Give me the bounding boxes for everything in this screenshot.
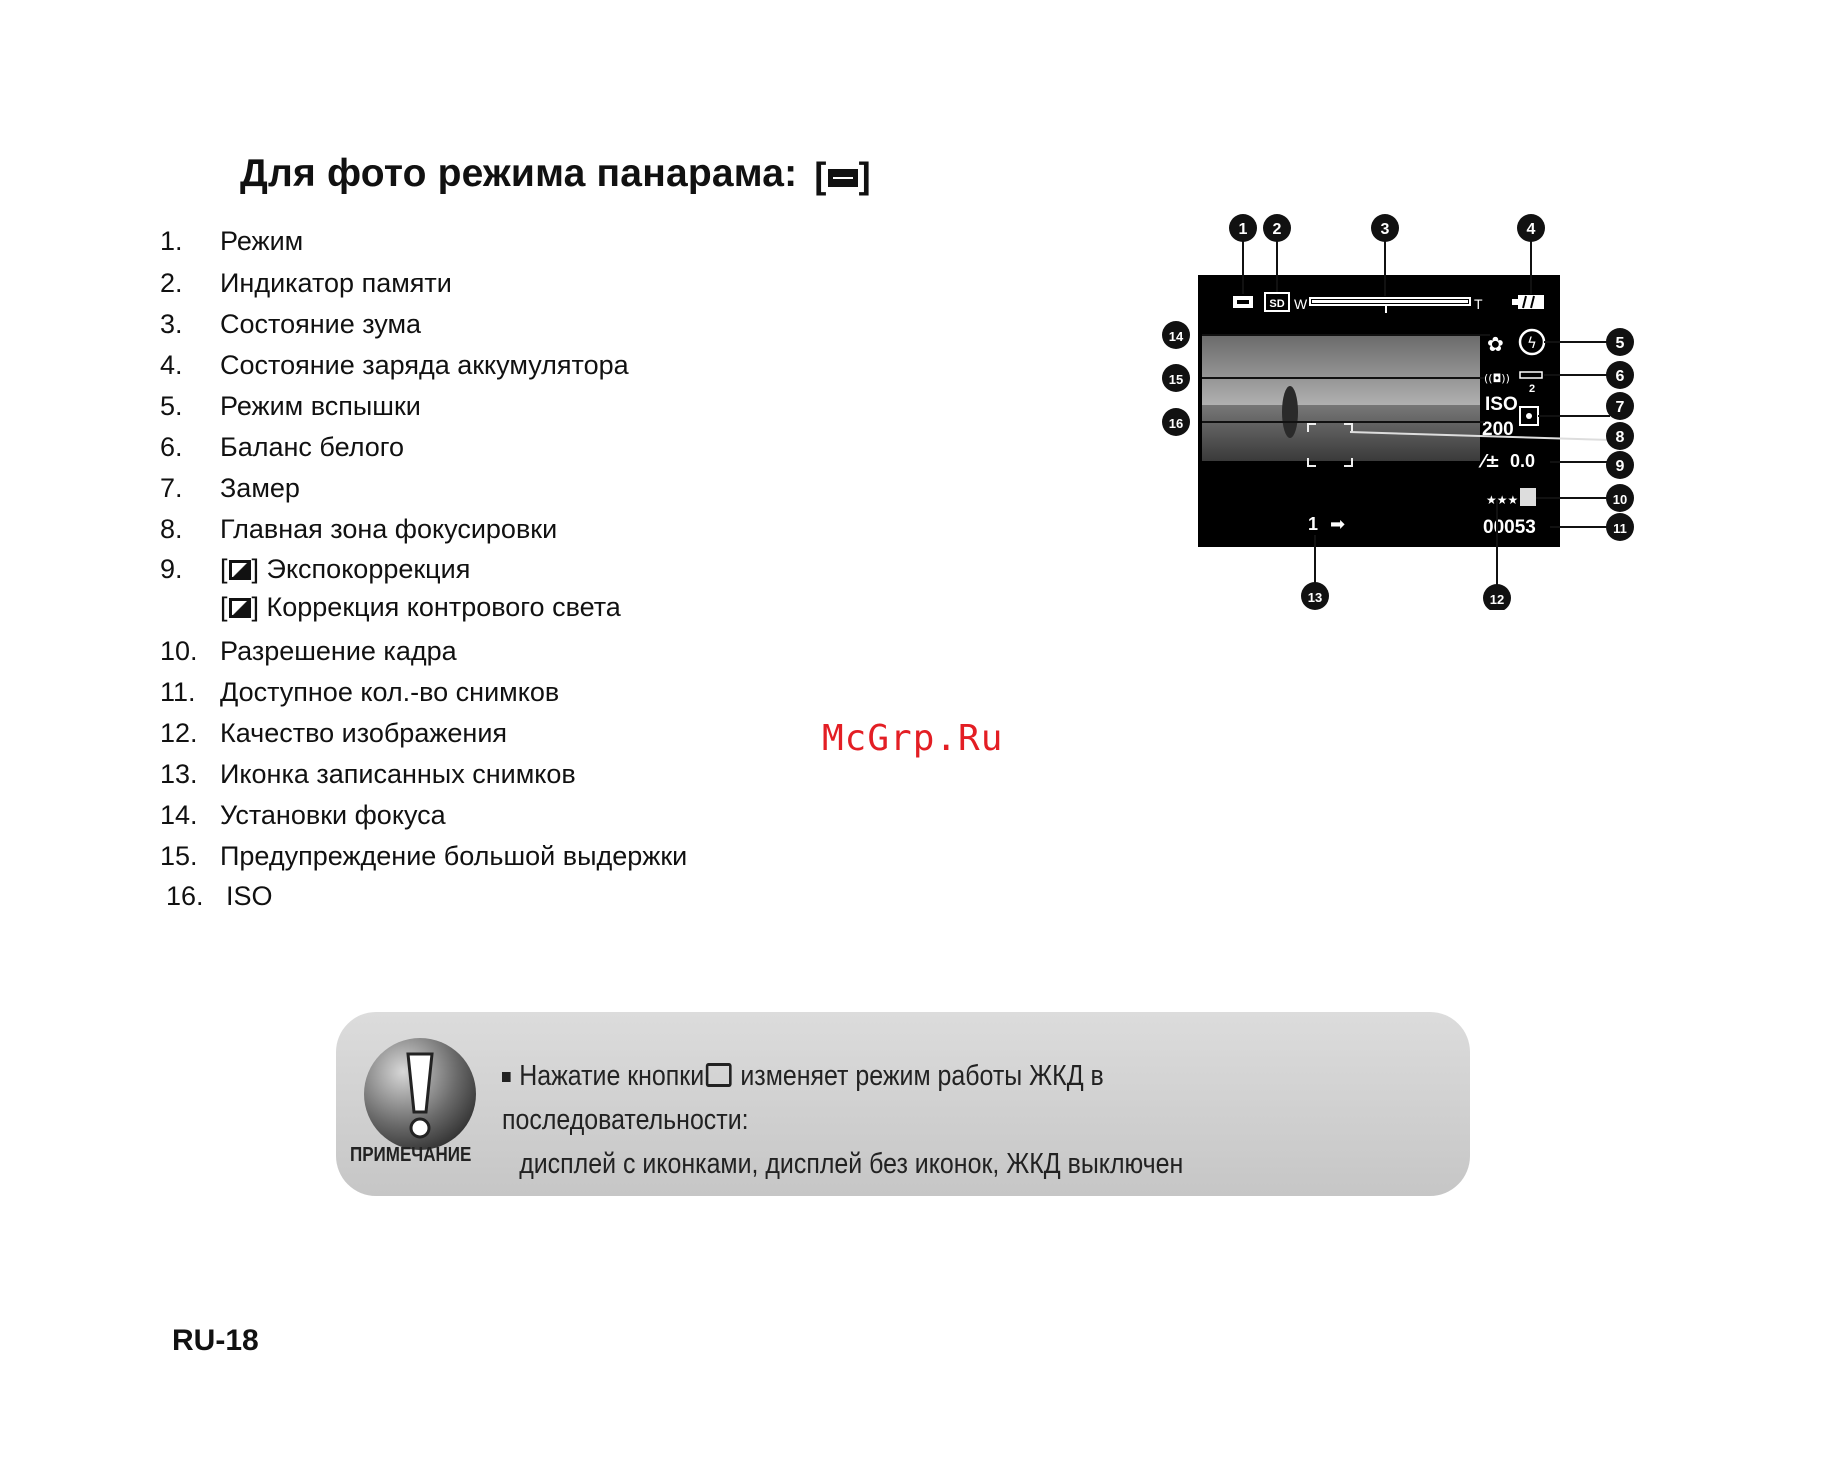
svg-text:11: 11 <box>1613 521 1627 536</box>
panorama-mode-icon: [ ] <box>814 154 871 196</box>
svg-text:8: 8 <box>1615 429 1625 446</box>
note-box <box>336 1012 1470 1196</box>
lcd-diagram <box>1140 210 1640 610</box>
svg-text:2: 2 <box>1272 221 1282 238</box>
svg-text:16: 16 <box>1168 416 1184 431</box>
svg-text:13: 13 <box>1307 590 1323 605</box>
svg-text:12: 12 <box>1489 592 1505 607</box>
warning-exclamation-icon <box>360 1034 480 1154</box>
pano-count: 1 <box>1308 514 1319 534</box>
note-label: ПРИМЕЧАНИЕ <box>350 1144 472 1166</box>
shake-warning-icon: ((◘)) <box>1484 372 1510 385</box>
photo-sky <box>1202 335 1480 405</box>
exposure-lcd-icon: ⁄± <box>1482 451 1501 472</box>
ev-value: 0.0 <box>1510 451 1536 471</box>
svg-text:6: 6 <box>1615 368 1625 385</box>
pano-direction-icon: ➡ <box>1330 514 1346 535</box>
watermark: McGrp.Ru <box>822 718 1004 759</box>
macro-focus-icon: ✿ <box>1487 332 1504 356</box>
sd-card-label: SD <box>1269 298 1285 310</box>
photo-field <box>1202 405 1480 461</box>
zoom-w-label: W <box>1294 296 1308 312</box>
page-number: RU-18 <box>172 1324 259 1357</box>
zoom-t-label: T <box>1474 296 1483 312</box>
svg-text:4: 4 <box>1526 221 1536 238</box>
shots-remaining: 00053 <box>1483 517 1536 538</box>
svg-text:15: 15 <box>1168 372 1184 387</box>
wb-sub-value: 2 <box>1528 383 1536 395</box>
svg-text:1: 1 <box>1238 221 1248 238</box>
svg-text:14: 14 <box>1168 329 1184 344</box>
iso-value: 200 <box>1482 419 1514 440</box>
svg-text:9: 9 <box>1615 458 1625 475</box>
note-text: Нажатие кнопки изменяет режим работы ЖКД в последовательности: дисплей с иконками, дисплей без иконок, ЖКД выключен <box>502 1060 1184 1180</box>
resolution-icon <box>1520 488 1536 506</box>
svg-text:ϟ: ϟ <box>1527 334 1537 352</box>
backlight-correction-icon <box>229 598 251 618</box>
exposure-compensation-icon <box>229 560 251 580</box>
quality-stars: ★★★ <box>1486 493 1519 507</box>
photo-tree <box>1282 386 1298 438</box>
title-text: Для фото режима панарама: <box>240 152 798 195</box>
svg-text:5: 5 <box>1615 335 1625 352</box>
iso-label: ISO <box>1485 394 1518 415</box>
svg-text:10: 10 <box>1612 492 1628 507</box>
svg-text:7: 7 <box>1615 399 1625 416</box>
display-button-icon <box>706 1063 732 1087</box>
bullet-icon <box>502 1072 511 1082</box>
svg-text:3: 3 <box>1380 221 1390 238</box>
page-title <box>240 152 871 197</box>
